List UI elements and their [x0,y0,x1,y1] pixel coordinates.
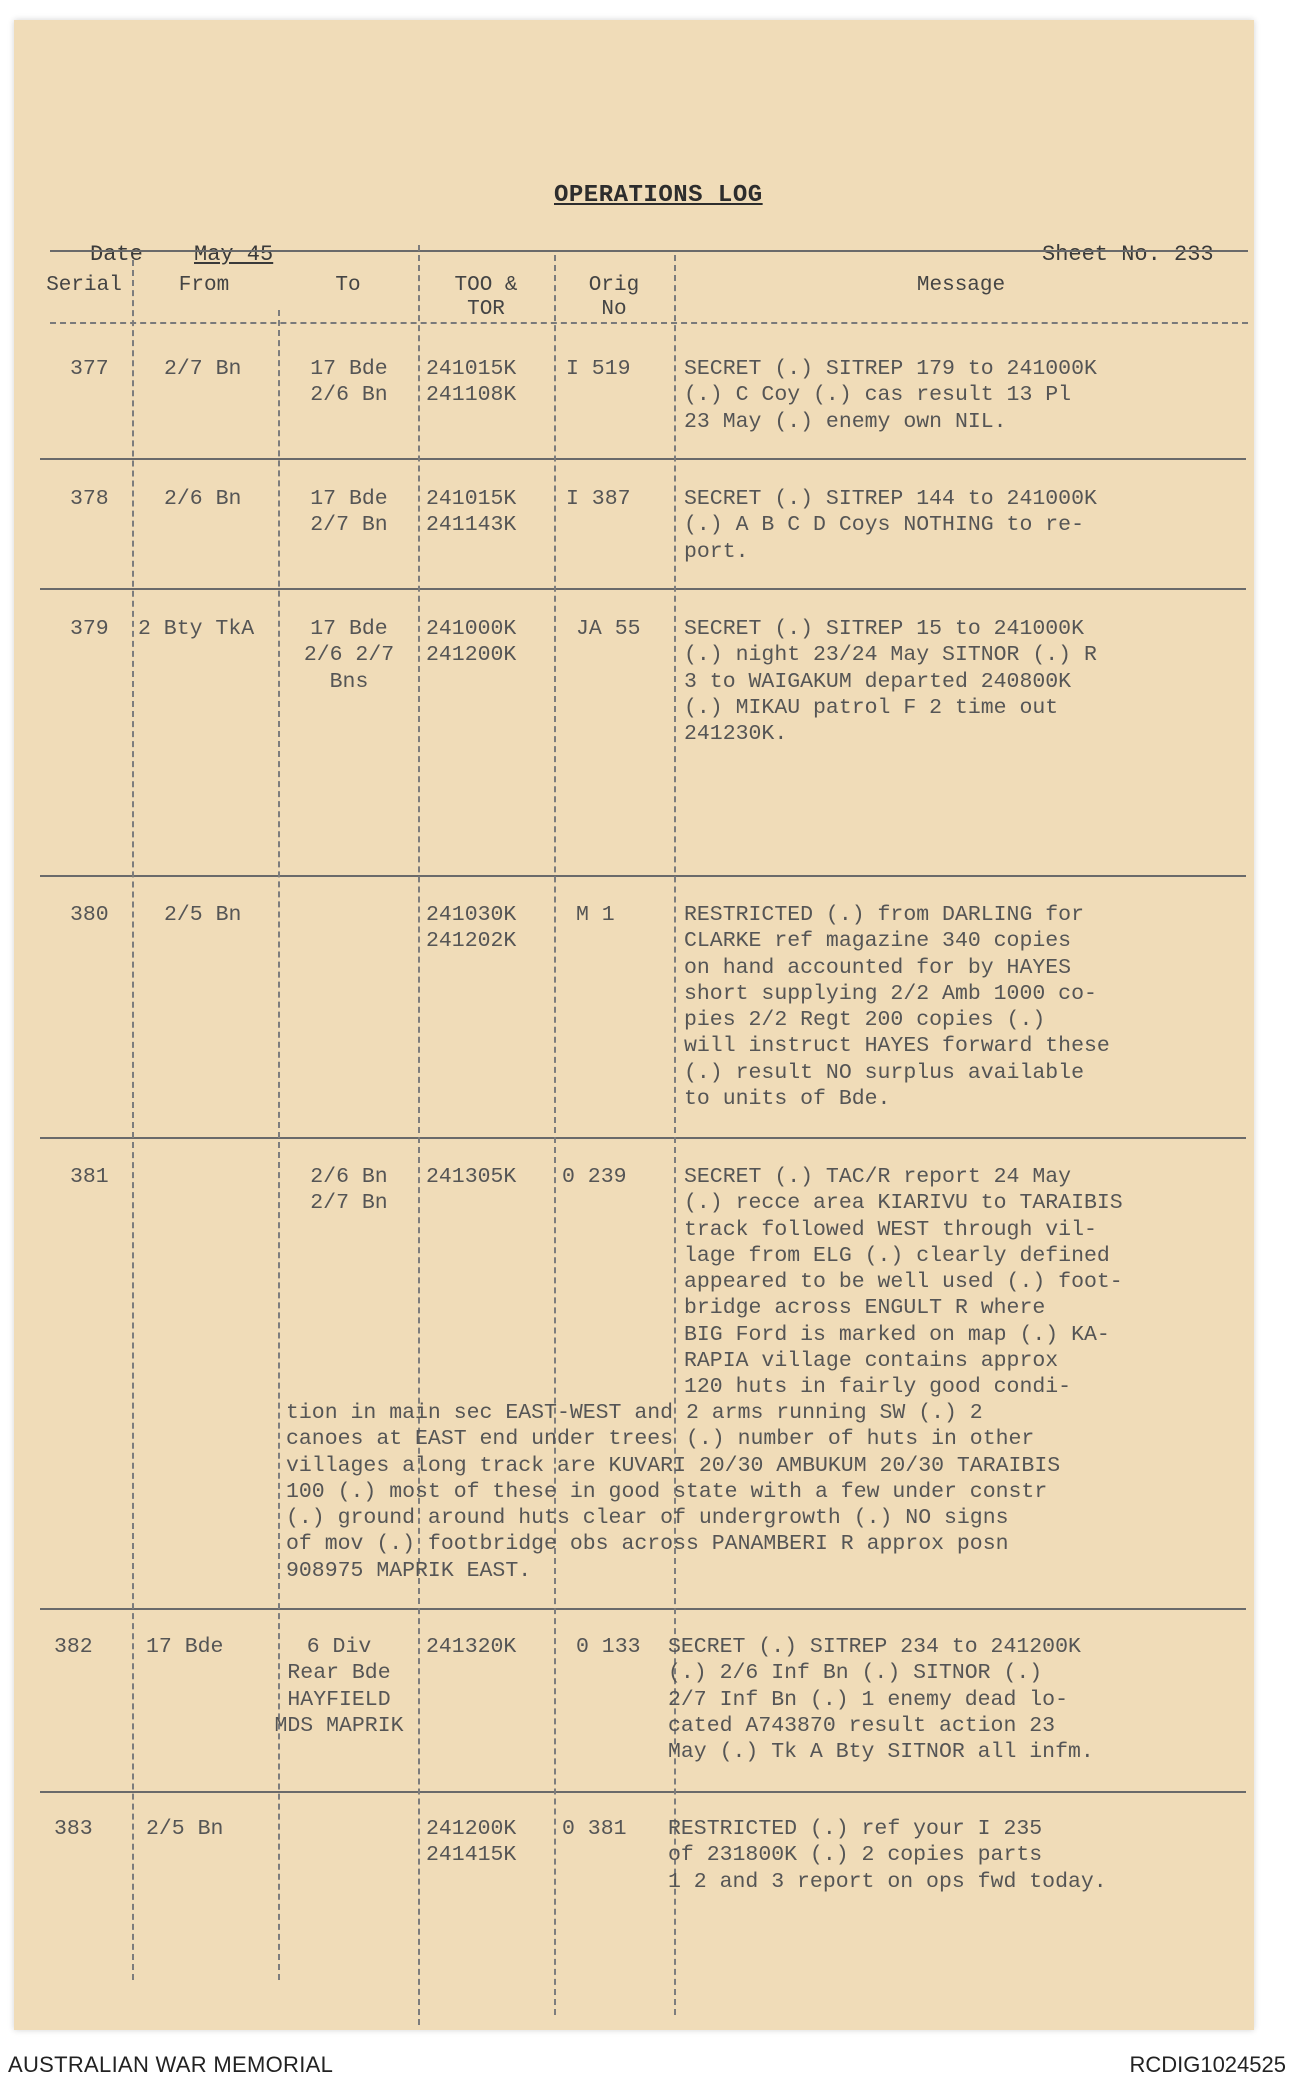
entry-message: SECRET (.) TAC/R report 24 May (.) recce area KIARIVU to TARAIBIS track followed WEST through vil- lage from ELG (.) clearly defined appeared to be well used (.) foot- bridge across ENGULT R where BIG Ford is marked on map (.) KA- RAPIA village contains approx 120 huts in fairly good condi- [684,1165,1123,1400]
document-page [14,20,1254,2030]
row-divider [40,458,1246,460]
entry-from: 2 Bty TkA [138,617,255,641]
row-divider [40,588,1246,590]
entry-too-tor: 241305K [426,1165,517,1189]
header-serial: Serial [46,274,122,297]
entry-from: 2/5 Bn [146,1817,224,1841]
entry-to: 17 Bde 2/6 2/7 Bns [303,617,395,694]
entry-too-tor: 241015K 241143K [426,487,517,538]
archive-credit: AUSTRALIAN WAR MEMORIAL [8,2052,334,2077]
date-value: May 45 [194,242,274,267]
entry-to: 2/6 Bn 2/7 Bn [310,1165,388,1216]
row-divider [40,1608,1246,1610]
entry-serial: 379 [70,617,109,641]
header-bottom-rule [50,322,1248,324]
row-divider [40,875,1246,877]
entry-orig-no: I 519 [566,357,631,381]
archive-id: RCDIG1024525 [1129,2052,1286,2077]
entry-from: 17 Bde [146,1635,224,1659]
entry-message: SECRET (.) SITREP 144 to 241000K (.) A B C D Coys NOTHING to re- port. [684,487,1097,564]
row-divider [40,1137,1246,1139]
header-orig-no: Orig No [588,274,640,321]
header-to: To [335,274,361,297]
column-divider [554,255,556,2015]
entry-too-tor: 241320K [426,1635,517,1659]
entry-orig-no: 0 239 [562,1165,627,1189]
header-message: Message [916,274,1006,297]
entry-too-tor: 241000K 241200K [426,617,517,668]
entry-to: 17 Bde 2/6 Bn [310,357,388,408]
column-divider [132,260,134,1980]
date-label: Date [90,242,143,267]
entry-serial: 383 [54,1817,93,1841]
entry-message: RESTRICTED (.) ref your I 235 of 231800K (.) 2 copies parts 1 2 and 3 report on ops fwd today. [668,1817,1107,1894]
entry-to: 17 Bde 2/7 Bn [310,487,388,538]
entry-too-tor: 241030K 241202K [426,903,517,954]
entry-orig-no: M 1 [576,903,615,927]
entry-from: 2/5 Bn [164,903,242,927]
entry-message: RESTRICTED (.) from DARLING for CLARKE ref magazine 340 copies on hand accounted for by HAYES short supplying 2/2 Amb 1000 co- pies 2/2 Regt 200 copies (.) will instruct HAYES forward these (.) result NO surplus available to units of Bde. [684,903,1110,1112]
entry-message: SECRET (.) SITREP 179 to 241000K (.) C Coy (.) cas result 13 Pl 23 May (.) enemy own NIL. [684,357,1097,434]
entry-message: SECRET (.) SITREP 234 to 241200K (.) 2/6 Inf Bn (.) SITNOR (.) 2/7 Inf Bn (.) 1 enemy dead lo- cated A743870 result action 23 May (.) Tk A Bty SITNOR all infm. [668,1635,1094,1765]
entry-serial: 378 [70,487,109,511]
entry-too-tor: 241200K 241415K [426,1817,517,1868]
page-title: OPERATIONS LOG [554,182,763,209]
header-from: From [178,274,230,297]
entry-serial: 381 [70,1165,109,1189]
header-too-tor: TOO & TOR [454,274,518,321]
entry-serial: 380 [70,903,109,927]
column-divider [418,245,420,2025]
entry-orig-no: JA 55 [576,617,641,641]
entry-orig-no: I 387 [566,487,631,511]
entry-from: 2/6 Bn [164,487,242,511]
entry-message-continuation: tion in main sec EAST-WEST and 2 arms running SW (.) 2 canoes at EAST end under trees (.) number of huts in other villages along track are KUVARI 20/30 AMBUKUM 20/30 TARAIBIS 100 (.) most of these in good state with a few under constr (.) ground around huts clear of undergrowth (.) NO signs of mov (.) footbridge obs across PANAMBERI R approx posn 908975 MAPRIK EAST. [286,1401,1061,1583]
sheet-number: Sheet No. 233 [1042,242,1214,267]
entry-orig-no: 0 133 [576,1635,641,1659]
entry-too-tor: 241015K 241108K [426,357,517,408]
entry-message: SECRET (.) SITREP 15 to 241000K (.) night 23/24 May SITNOR (.) R 3 to WAIGAKUM departed 240800K (.) MIKAU patrol F 2 time out 241230K. [684,617,1097,747]
entry-to: 6 Div Rear Bde HAYFIELD MDS MAPRIK [274,1635,404,1738]
row-divider [40,1791,1246,1793]
entry-serial: 382 [54,1635,93,1659]
entry-orig-no: 0 381 [562,1817,627,1841]
entry-from: 2/7 Bn [164,357,242,381]
entry-serial: 377 [70,357,109,381]
header-top-rule [50,250,1248,252]
